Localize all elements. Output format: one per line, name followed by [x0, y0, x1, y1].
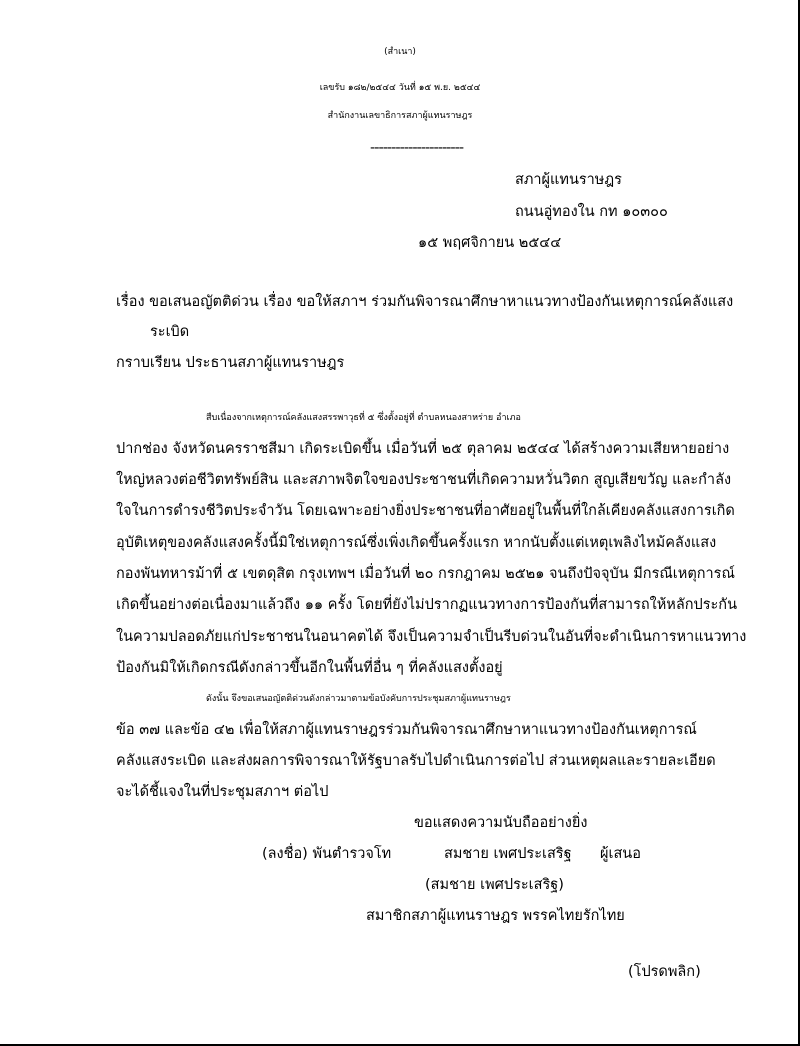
- body-line: ดังนั้น จึงขอเสนอญัตติด่วนดังกล่าวมาตามข้อบังคับการประชุมสภาผู้แทนราษฎร: [206, 694, 511, 704]
- office-name: สำนักงานเลขาธิการสภาผู้แทนราษฎร: [327, 111, 473, 121]
- signature-role: ผู้เสนอ: [600, 846, 641, 862]
- salutation: กราบเรียน ประธานสภาผู้แทนราษฎร: [116, 355, 345, 371]
- address-line-1: สภาผู้แทนราษฎร: [515, 172, 622, 188]
- closing-regards: ขอแสดงความนับถืออย่างยิ่ง: [414, 815, 588, 831]
- printed-name: (สมชาย เพศประเสริฐ): [425, 877, 564, 893]
- letter-date: ๑๕ พฤศจิกายน ๒๕๔๔: [418, 235, 562, 251]
- body-line: ป้องกันมิให้เกิดกรณีดังกล่าวขึ้นอีกในพื้นที่อื่น ๆ ที่คลังแสงตั้งอยู่: [116, 660, 503, 676]
- signature-name: สมชาย เพศประเสริฐ: [444, 846, 572, 862]
- receipt-number: เลขรับ ๑๘๒/๒๕๔๔ วันที่ ๑๕ พ.ย. ๒๕๔๔: [319, 83, 481, 93]
- body-line: จะได้ชี้แจงในที่ประชุมสภาฯ ต่อไป: [116, 784, 329, 800]
- body-line: เกิดขึ้นอย่างต่อเนื่องมาแล้วถึง ๑๑ ครั้ง โดยที่ยังไม่ปรากฏแนวทางการป้องกันที่สามารถให้หลักประกัน: [116, 597, 737, 613]
- member-position: สมาชิกสภาผู้แทนราษฎร พรรคไทยรักไทย: [366, 908, 625, 924]
- body-line: สืบเนื่องจากเหตุการณ์คลังแสงสรรพาวุธที่ ๕ ซึ่งตั้งอยู่ที่ ตำบลหนองสาหร่าย อำเภอ: [206, 413, 521, 423]
- body-line: คลังแสงระเบิด และส่งผลการพิจารณาให้รัฐบาลรับไปดำเนินการต่อไป ส่วนเหตุผลและรายละเอียด: [116, 753, 716, 769]
- subject-line-2: ระเบิด: [150, 324, 190, 340]
- copy-note: (สำเนา): [384, 47, 416, 57]
- turn-over-note: (โปรดพลิก): [628, 964, 701, 980]
- body-line: อุบัติเหตุของคลังแสงครั้งนี้มิใช่เหตุการณ์ซึ่งเพิ่งเกิดขึ้นครั้งแรก หากนับตั้งแต่เหตุเพลิงไหม้คลังแสง: [116, 535, 717, 551]
- body-line: ปากช่อง จังหวัดนครราชสีมา เกิดระเบิดขึ้น เมื่อวันที่ ๒๕ ตุลาคม ๒๕๔๔ ได้สร้างความเสียหายอย่าง: [116, 441, 730, 457]
- address-line-2: ถนนอู่ทองใน กท ๑๐๓๐๐: [515, 204, 668, 220]
- body-line: ใจในการดำรงชีวิตประจำวัน โดยเฉพาะอย่างยิ่งประชาชนที่อาศัยอยู่ในพื้นที่ใกล้เคียงคลังแสงการเกิด: [116, 503, 735, 519]
- body-line: ใหญ่หลวงต่อชีวิตทรัพย์สิน และสภาพจิตใจของประชาชนที่เกิดความหวั่นวิตก สูญเสียขวัญ และกำลัง: [116, 472, 732, 488]
- body-line: ในความปลอดภัยแก่ประชาชนในอนาคตได้ จึงเป็นความจำเป็นรีบด่วนในอันที่จะดำเนินการหาแนวทาง: [116, 629, 747, 645]
- subject-line-1: เรื่อง ขอเสนอญัตติด่วน เรื่อง ขอให้สภาฯ ร่วมกันพิจารณาศึกษาหาแนวทางป้องกันเหตุการณ์คลังแสง: [116, 294, 734, 310]
- header-separator: ----------------------: [370, 140, 464, 156]
- body-line: ข้อ ๓๗ และข้อ ๔๒ เพื่อให้สภาผู้แทนราษฎรร่วมกันพิจารณาศึกษาหาแนวทางป้องกันเหตุการณ์: [116, 722, 697, 738]
- signature-prefix: (ลงชื่อ) พันตำรวจโท: [262, 846, 392, 862]
- body-line: กองพันทหารม้าที่ ๕ เขตดุสิต กรุงเทพฯ เมื่อวันที่ ๒๐ กรกฎาคม ๒๕๒๑ จนถึงปัจจุบัน มีกรณีเหตุการณ์: [116, 566, 735, 582]
